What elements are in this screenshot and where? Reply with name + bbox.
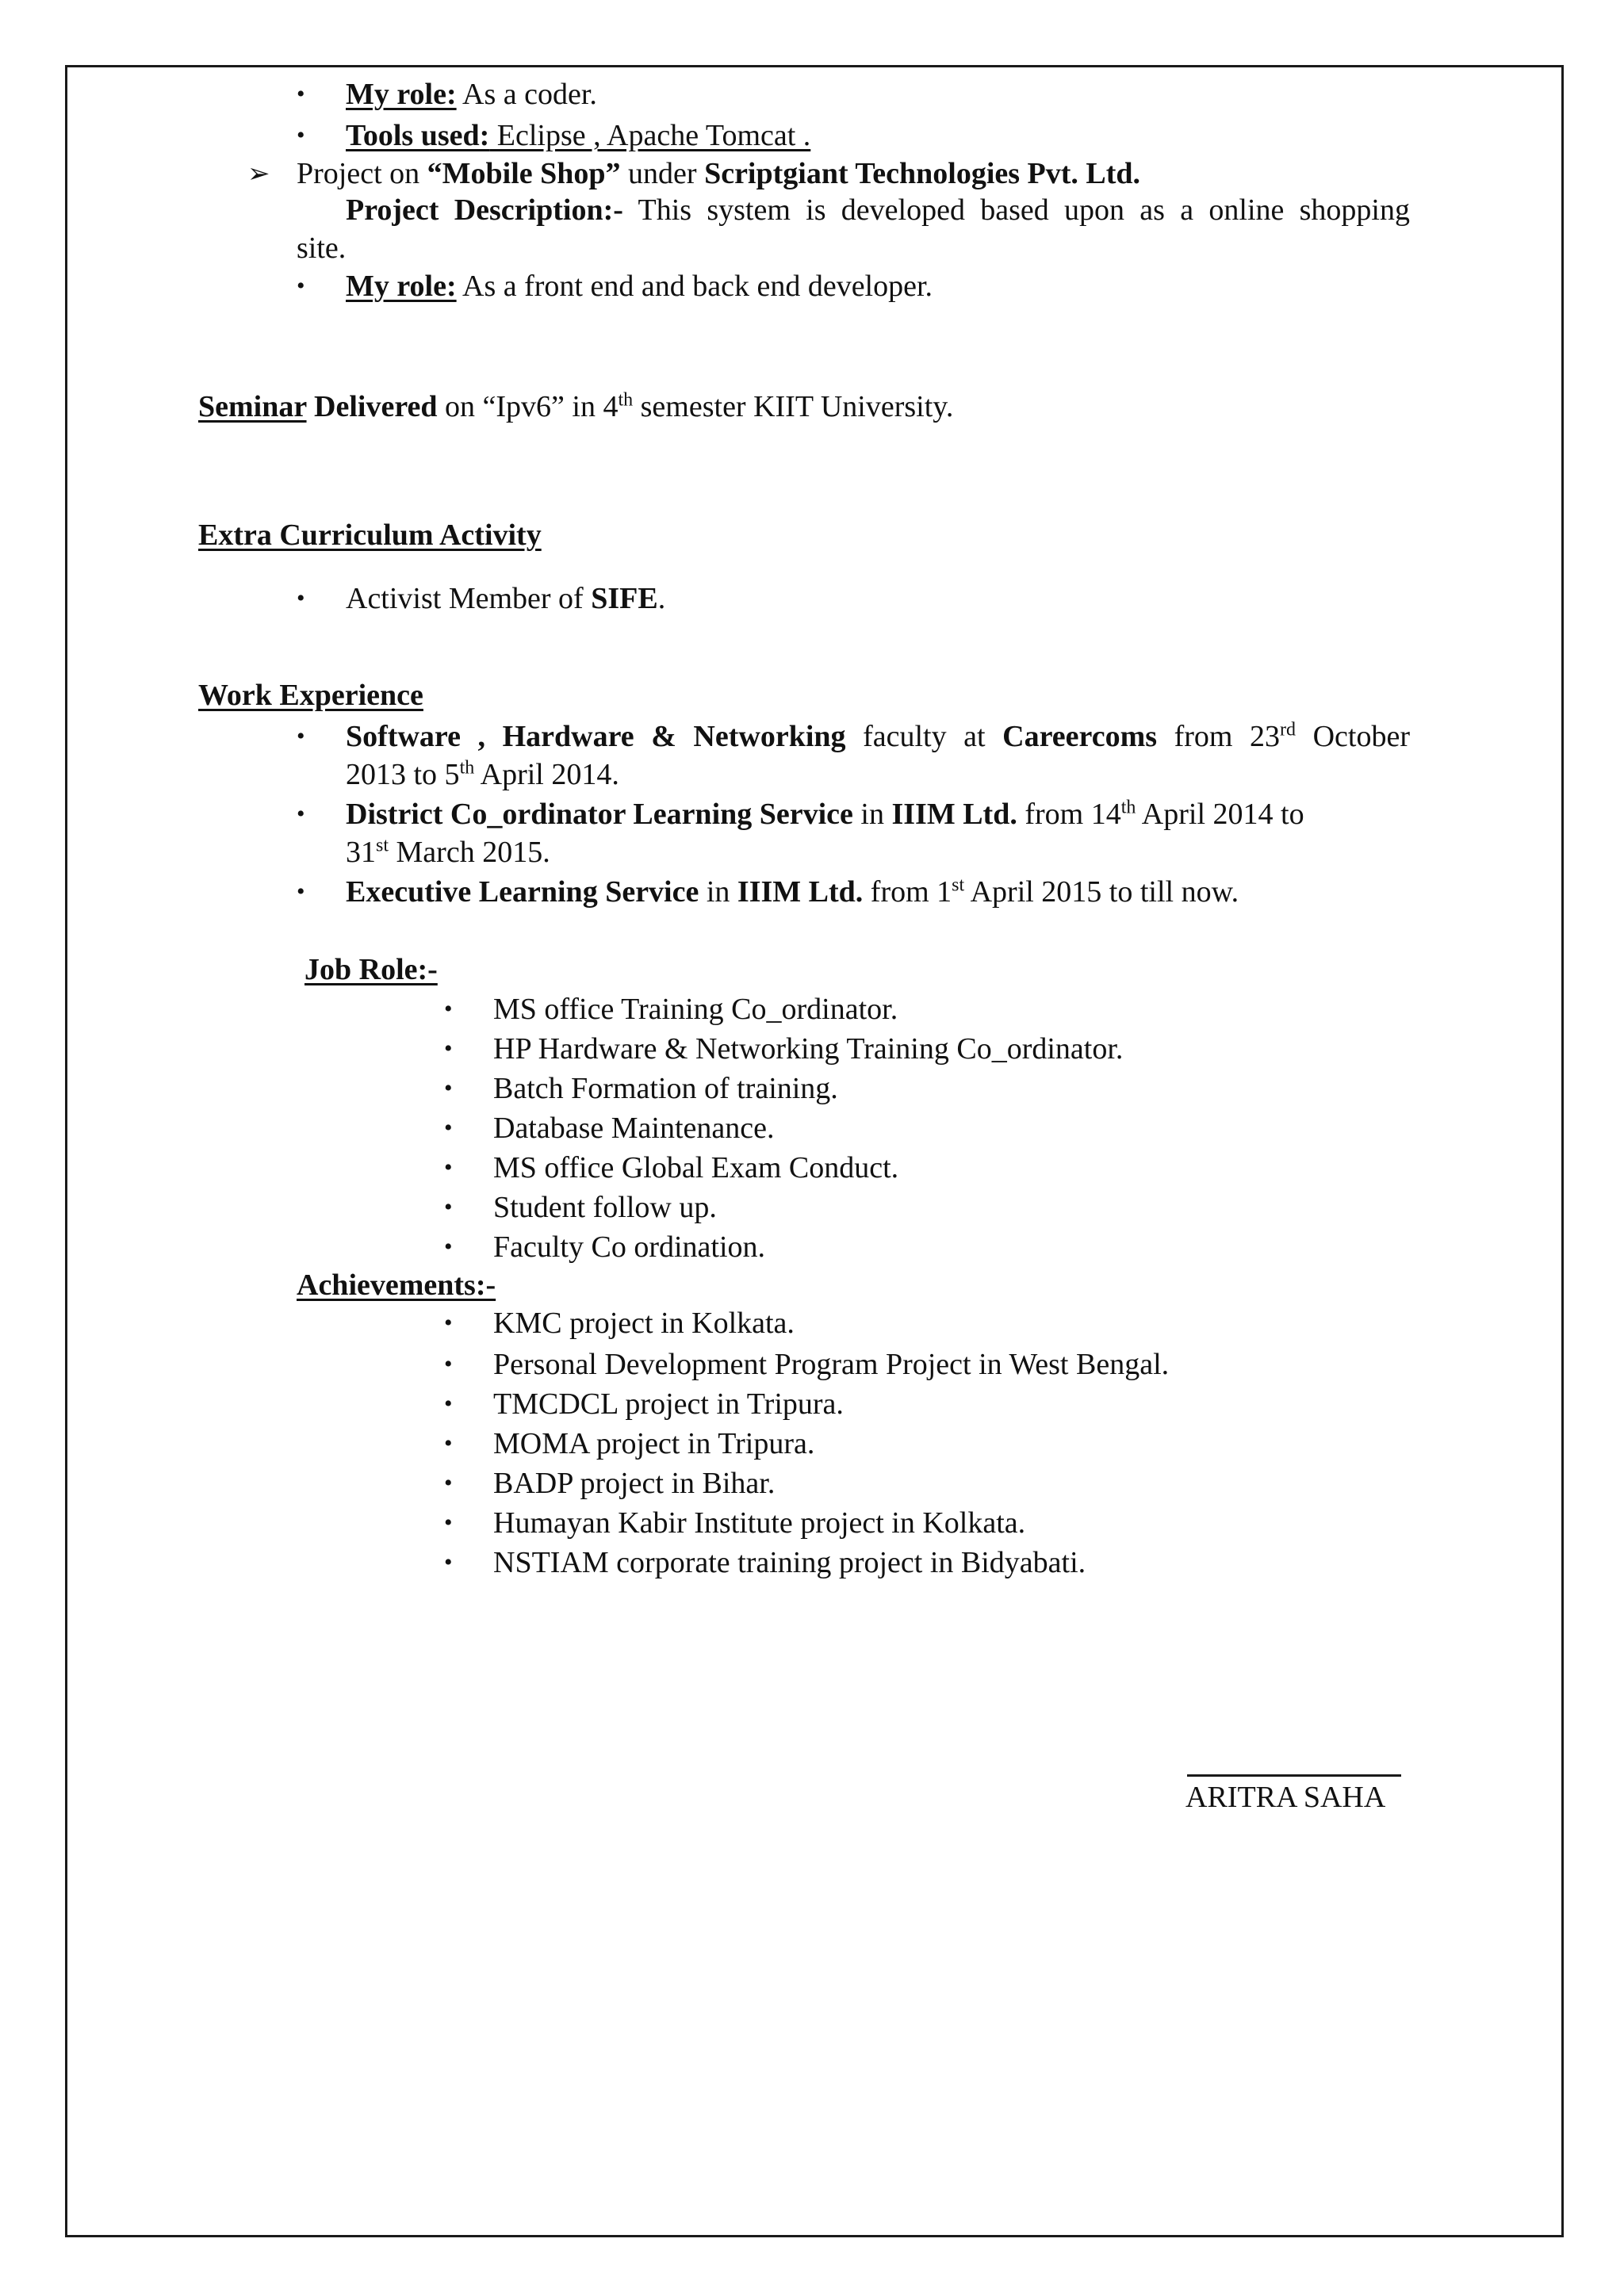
bullet: • [444, 1234, 453, 1260]
role-label: My role: [346, 78, 457, 111]
achievement-item: MOMA project in Tripura. [493, 1427, 815, 1460]
bullet: • [444, 1035, 453, 1062]
bullet: • [444, 1391, 453, 1417]
desc-text: This system is developed based upon as a online shopping [622, 193, 1410, 227]
work-item-2: District Co_ordinator Learning Service in IIIM Ltd. from 14th April 2014 to [346, 797, 1304, 831]
work-item-3: Executive Learning Service in IIIM Ltd. from 1st April 2015 to till now. [346, 874, 1239, 909]
signature-name: ARITRA SAHA [1185, 1781, 1386, 1814]
achievement-item: NSTIAM corporate training project in Bidyabati. [493, 1546, 1086, 1579]
tools-text: Eclipse , Apache Tomcat . [489, 119, 811, 152]
bullet: • [444, 1115, 453, 1141]
job-role-item: Database Maintenance. [493, 1112, 775, 1145]
job-role-item: HP Hardware & Networking Training Co_ordinator. [493, 1032, 1124, 1066]
bullet: • [444, 1470, 453, 1496]
job-role-item: Faculty Co ordination. [493, 1230, 766, 1264]
job-role-item: MS office Training Co_ordinator. [493, 993, 898, 1026]
bullet: • [297, 801, 305, 827]
bullet: • [444, 1075, 453, 1101]
work-item-1: Software , Hardware & Networking faculty at Careercoms from 23rd October [346, 719, 1410, 753]
role2-label: My role: [346, 270, 457, 303]
bullet: • [297, 878, 305, 905]
achievement-item: BADP project in Bihar. [493, 1467, 776, 1500]
job-role-heading: Job Role:- [304, 953, 438, 986]
project2-role [346, 268, 933, 304]
bullet: • [444, 1310, 453, 1336]
work-item-2-cont: 31st March 2015. [346, 835, 550, 869]
bullet: • [297, 585, 305, 611]
achievements-heading: Achievements:- [297, 1269, 496, 1302]
job-role-item: MS office Global Exam Conduct. [493, 1151, 899, 1184]
work-experience-heading: Work Experience [198, 679, 423, 712]
arrow-bullet-icon: ➢ [247, 158, 270, 189]
extra-curriculum-heading: Extra Curriculum Activity [198, 519, 542, 552]
bullet: • [444, 1351, 453, 1377]
desc-label: Project Description:- [346, 193, 623, 227]
bullet: • [444, 1154, 453, 1181]
bullet: • [297, 723, 305, 749]
project2-name: “Mobile Shop” [427, 157, 621, 190]
job-role-item: Batch Formation of training. [493, 1072, 838, 1105]
bullet: • [444, 1510, 453, 1536]
bullet: • [444, 996, 453, 1022]
achievement-item: KMC project in Kolkata. [493, 1307, 795, 1340]
seminar-label: Seminar [198, 390, 307, 423]
project2-description [346, 192, 1410, 228]
role-text: As a coder. [456, 78, 597, 111]
bullet: • [297, 81, 305, 107]
bullet: • [444, 1430, 453, 1456]
project1-tools [346, 117, 810, 154]
work-item-1-cont: 2013 to 5th April 2014. [346, 757, 619, 791]
bullet: • [297, 122, 305, 148]
project2-company: Scriptgiant Technologies Pvt. Ltd. [704, 157, 1141, 190]
job-role-item: Student follow up. [493, 1191, 717, 1224]
seminar-line: Seminar Delivered on “Ipv6” in 4th semester KIIT University. [198, 389, 954, 423]
project1-role [346, 76, 597, 113]
project2-description-cont: site. [297, 232, 347, 265]
extra-curriculum-item: Activist Member of SIFE. [346, 582, 666, 615]
project2-title: Project on “Mobile Shop” under Scriptgiant Technologies Pvt. Ltd. [297, 157, 1141, 190]
bullet: • [444, 1194, 453, 1220]
bullet: • [444, 1549, 453, 1575]
achievement-item: TMCDCL project in Tripura. [493, 1387, 844, 1421]
tools-label: Tools used: [346, 119, 490, 152]
bullet: • [297, 273, 305, 299]
achievement-item: Personal Development Program Project in West Bengal. [493, 1348, 1170, 1381]
signature-line [1187, 1774, 1401, 1777]
achievement-item: Humayan Kabir Institute project in Kolkata. [493, 1506, 1026, 1540]
role2-text: As a front end and back end developer. [456, 270, 933, 303]
